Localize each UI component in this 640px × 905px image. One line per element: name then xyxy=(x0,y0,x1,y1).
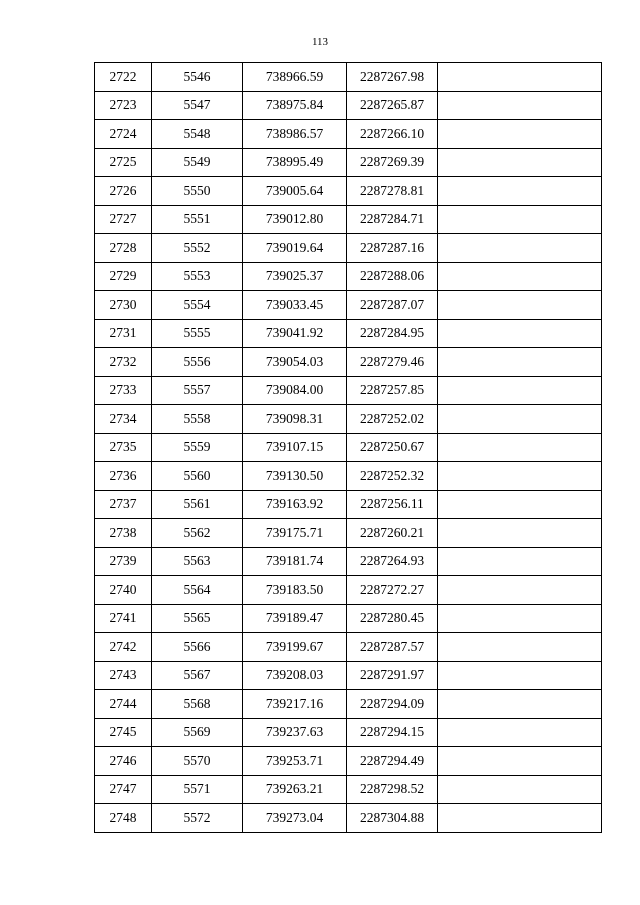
note-cell xyxy=(438,262,602,291)
point-id-cell: 5554 xyxy=(152,291,243,320)
y-coordinate-cell: 2287287.57 xyxy=(347,633,438,662)
table-row xyxy=(95,519,602,548)
point-index-cell: 2725 xyxy=(95,148,152,177)
y-coordinate-cell: 2287291.97 xyxy=(347,661,438,690)
y-coordinate-cell: 2287252.02 xyxy=(347,405,438,434)
x-coordinate-cell: 739107.15 xyxy=(243,433,347,462)
x-coordinate-cell: 739183.50 xyxy=(243,576,347,605)
y-coordinate-cell: 2287287.07 xyxy=(347,291,438,320)
y-coordinate-cell: 2287256.11 xyxy=(347,490,438,519)
x-coordinate-cell: 739098.31 xyxy=(243,405,347,434)
note-cell xyxy=(438,804,602,833)
note-cell xyxy=(438,63,602,92)
point-index-cell: 2734 xyxy=(95,405,152,434)
x-coordinate-cell: 739199.67 xyxy=(243,633,347,662)
y-coordinate-cell: 2287264.93 xyxy=(347,547,438,576)
x-coordinate-cell: 739181.74 xyxy=(243,547,347,576)
note-cell xyxy=(438,319,602,348)
point-id-cell: 5550 xyxy=(152,177,243,206)
note-cell xyxy=(438,718,602,747)
point-index-cell: 2722 xyxy=(95,63,152,92)
table-row xyxy=(95,291,602,320)
note-cell xyxy=(438,747,602,776)
x-coordinate-cell: 739012.80 xyxy=(243,205,347,234)
table-row xyxy=(95,262,602,291)
table-row xyxy=(95,804,602,833)
point-id-cell: 5547 xyxy=(152,91,243,120)
point-id-cell: 5564 xyxy=(152,576,243,605)
point-id-cell: 5552 xyxy=(152,234,243,263)
point-id-cell: 5561 xyxy=(152,490,243,519)
y-coordinate-cell: 2287287.16 xyxy=(347,234,438,263)
coordinates-table xyxy=(94,62,602,833)
point-id-cell: 5562 xyxy=(152,519,243,548)
point-index-cell: 2741 xyxy=(95,604,152,633)
x-coordinate-cell: 739217.16 xyxy=(243,690,347,719)
point-index-cell: 2744 xyxy=(95,690,152,719)
point-id-cell: 5551 xyxy=(152,205,243,234)
y-coordinate-cell: 2287284.95 xyxy=(347,319,438,348)
note-cell xyxy=(438,177,602,206)
x-coordinate-cell: 739054.03 xyxy=(243,348,347,377)
y-coordinate-cell: 2287266.10 xyxy=(347,120,438,149)
y-coordinate-cell: 2287294.09 xyxy=(347,690,438,719)
y-coordinate-cell: 2287284.71 xyxy=(347,205,438,234)
note-cell xyxy=(438,376,602,405)
point-index-cell: 2748 xyxy=(95,804,152,833)
note-cell xyxy=(438,604,602,633)
point-id-cell: 5563 xyxy=(152,547,243,576)
table-row xyxy=(95,462,602,491)
y-coordinate-cell: 2287257.85 xyxy=(347,376,438,405)
note-cell xyxy=(438,661,602,690)
x-coordinate-cell: 739041.92 xyxy=(243,319,347,348)
point-id-cell: 5570 xyxy=(152,747,243,776)
note-cell xyxy=(438,690,602,719)
x-coordinate-cell: 738966.59 xyxy=(243,63,347,92)
x-coordinate-cell: 739253.71 xyxy=(243,747,347,776)
y-coordinate-cell: 2287250.67 xyxy=(347,433,438,462)
x-coordinate-cell: 739005.64 xyxy=(243,177,347,206)
table-row xyxy=(95,405,602,434)
point-index-cell: 2739 xyxy=(95,547,152,576)
point-index-cell: 2731 xyxy=(95,319,152,348)
point-index-cell: 2730 xyxy=(95,291,152,320)
point-index-cell: 2727 xyxy=(95,205,152,234)
point-id-cell: 5571 xyxy=(152,775,243,804)
point-id-cell: 5557 xyxy=(152,376,243,405)
point-index-cell: 2746 xyxy=(95,747,152,776)
point-index-cell: 2737 xyxy=(95,490,152,519)
table-row xyxy=(95,747,602,776)
note-cell xyxy=(438,433,602,462)
table-row xyxy=(95,576,602,605)
x-coordinate-cell: 739025.37 xyxy=(243,262,347,291)
table-row xyxy=(95,319,602,348)
point-id-cell: 5569 xyxy=(152,718,243,747)
table-row xyxy=(95,690,602,719)
note-cell xyxy=(438,405,602,434)
point-id-cell: 5546 xyxy=(152,63,243,92)
table-row xyxy=(95,433,602,462)
table-row xyxy=(95,177,602,206)
y-coordinate-cell: 2287272.27 xyxy=(347,576,438,605)
y-coordinate-cell: 2287278.81 xyxy=(347,177,438,206)
point-index-cell: 2732 xyxy=(95,348,152,377)
note-cell xyxy=(438,348,602,377)
note-cell xyxy=(438,291,602,320)
x-coordinate-cell: 739189.47 xyxy=(243,604,347,633)
y-coordinate-cell: 2287280.45 xyxy=(347,604,438,633)
table-row xyxy=(95,148,602,177)
x-coordinate-cell: 739163.92 xyxy=(243,490,347,519)
table-row xyxy=(95,604,602,633)
y-coordinate-cell: 2287294.15 xyxy=(347,718,438,747)
table-row xyxy=(95,205,602,234)
note-cell xyxy=(438,91,602,120)
note-cell xyxy=(438,234,602,263)
note-cell xyxy=(438,205,602,234)
point-index-cell: 2724 xyxy=(95,120,152,149)
point-id-cell: 5553 xyxy=(152,262,243,291)
table-row xyxy=(95,120,602,149)
table-row xyxy=(95,376,602,405)
table-row xyxy=(95,63,602,92)
point-id-cell: 5549 xyxy=(152,148,243,177)
note-cell xyxy=(438,148,602,177)
table-row xyxy=(95,661,602,690)
point-id-cell: 5566 xyxy=(152,633,243,662)
note-cell xyxy=(438,775,602,804)
point-index-cell: 2747 xyxy=(95,775,152,804)
y-coordinate-cell: 2287260.21 xyxy=(347,519,438,548)
y-coordinate-cell: 2287269.39 xyxy=(347,148,438,177)
point-id-cell: 5558 xyxy=(152,405,243,434)
point-index-cell: 2735 xyxy=(95,433,152,462)
y-coordinate-cell: 2287265.87 xyxy=(347,91,438,120)
point-id-cell: 5556 xyxy=(152,348,243,377)
table-row xyxy=(95,775,602,804)
table-row xyxy=(95,348,602,377)
point-index-cell: 2743 xyxy=(95,661,152,690)
point-id-cell: 5559 xyxy=(152,433,243,462)
point-index-cell: 2740 xyxy=(95,576,152,605)
table-row xyxy=(95,718,602,747)
table-row xyxy=(95,633,602,662)
page-number: 113 xyxy=(311,36,329,48)
point-id-cell: 5565 xyxy=(152,604,243,633)
x-coordinate-cell: 739084.00 xyxy=(243,376,347,405)
note-cell xyxy=(438,633,602,662)
x-coordinate-cell: 739019.64 xyxy=(243,234,347,263)
y-coordinate-cell: 2287304.88 xyxy=(347,804,438,833)
point-id-cell: 5567 xyxy=(152,661,243,690)
note-cell xyxy=(438,519,602,548)
y-coordinate-cell: 2287267.98 xyxy=(347,63,438,92)
x-coordinate-cell: 739208.03 xyxy=(243,661,347,690)
point-id-cell: 5572 xyxy=(152,804,243,833)
table-row xyxy=(95,234,602,263)
point-index-cell: 2738 xyxy=(95,519,152,548)
note-cell xyxy=(438,576,602,605)
table-row xyxy=(95,490,602,519)
x-coordinate-cell: 738995.49 xyxy=(243,148,347,177)
note-cell xyxy=(438,120,602,149)
point-index-cell: 2723 xyxy=(95,91,152,120)
point-index-cell: 2742 xyxy=(95,633,152,662)
point-index-cell: 2729 xyxy=(95,262,152,291)
point-index-cell: 2745 xyxy=(95,718,152,747)
note-cell xyxy=(438,490,602,519)
x-coordinate-cell: 739033.45 xyxy=(243,291,347,320)
x-coordinate-cell: 738986.57 xyxy=(243,120,347,149)
point-id-cell: 5548 xyxy=(152,120,243,149)
point-id-cell: 5568 xyxy=(152,690,243,719)
x-coordinate-cell: 738975.84 xyxy=(243,91,347,120)
x-coordinate-cell: 739130.50 xyxy=(243,462,347,491)
x-coordinate-cell: 739175.71 xyxy=(243,519,347,548)
y-coordinate-cell: 2287252.32 xyxy=(347,462,438,491)
point-index-cell: 2728 xyxy=(95,234,152,263)
table-row xyxy=(95,91,602,120)
x-coordinate-cell: 739273.04 xyxy=(243,804,347,833)
note-cell xyxy=(438,462,602,491)
point-id-cell: 5560 xyxy=(152,462,243,491)
table-row xyxy=(95,547,602,576)
x-coordinate-cell: 739263.21 xyxy=(243,775,347,804)
y-coordinate-cell: 2287288.06 xyxy=(347,262,438,291)
y-coordinate-cell: 2287279.46 xyxy=(347,348,438,377)
point-index-cell: 2726 xyxy=(95,177,152,206)
note-cell xyxy=(438,547,602,576)
point-id-cell: 5555 xyxy=(152,319,243,348)
point-index-cell: 2736 xyxy=(95,462,152,491)
y-coordinate-cell: 2287294.49 xyxy=(347,747,438,776)
y-coordinate-cell: 2287298.52 xyxy=(347,775,438,804)
x-coordinate-cell: 739237.63 xyxy=(243,718,347,747)
point-index-cell: 2733 xyxy=(95,376,152,405)
